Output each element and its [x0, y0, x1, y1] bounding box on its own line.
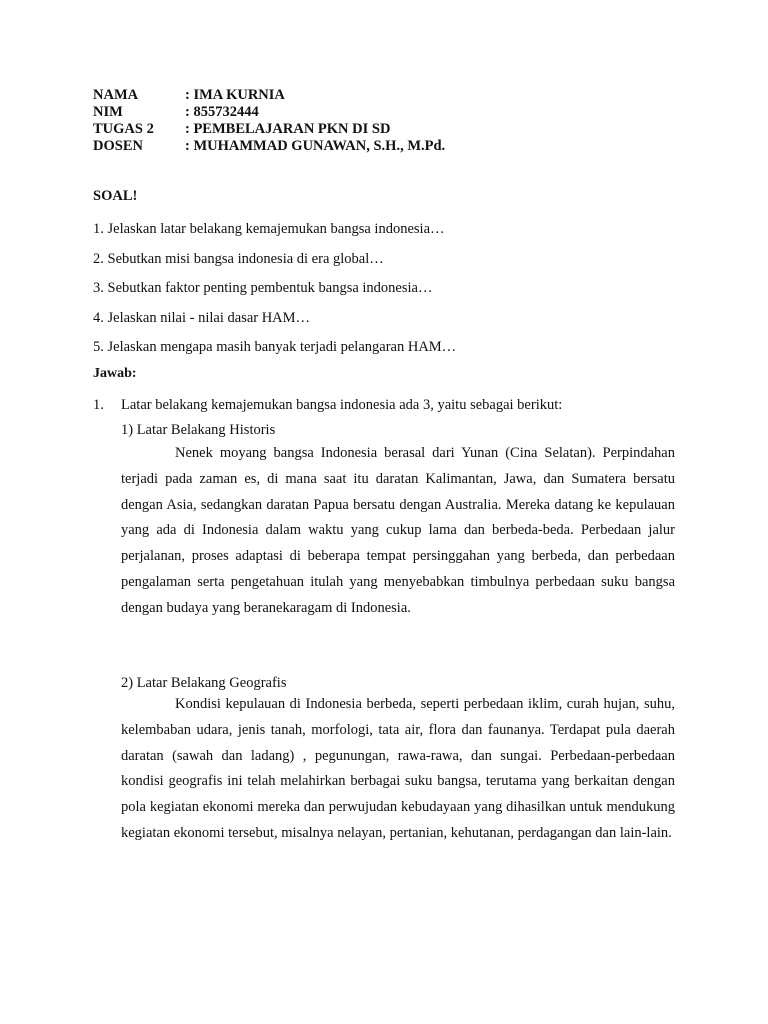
header-row-tugas [93, 121, 445, 138]
header-key: TUGAS 2 [93, 121, 154, 137]
paragraph-geografis: Kondisi kepulauan di Indonesia berbeda, seperti perbedaan iklim, curah hujan, suhu, kelembaban udara, jenis tanah, morfologi, tata air, flora dan faunanya. Terdapat pula daerah daratan (sawah dan ladang) , pegunungan, rawa-rawa, dan sungai. Perbedaan-perbedaan kondisi geografis ini telah melahirkan berbagai suku bangsa, terutama yang berkaitan dengan pola kegiatan ekonomi mereka dan perwujudan kebudayaan yang dihasilkan untuk mendukung kegiatan ekonomi tersebut, misalnya nelayan, pertanian, kehutanan, perdagangan dan lain-lain. [121, 696, 675, 841]
soal-heading: SOAL! [93, 188, 138, 204]
header-key: NAMA [93, 87, 139, 103]
jawab-heading: Jawab: [93, 366, 137, 381]
question-item: 3. Sebutkan faktor penting pembentuk bangsa indonesia… [93, 280, 433, 296]
question-item: 1. Jelaskan latar belakang kemajemukan bangsa indonesia… [93, 221, 445, 237]
question-item: 2. Sebutkan misi bangsa indonesia di era global… [93, 251, 384, 267]
header-key: NIM [93, 104, 123, 120]
question-item: 4. Jelaskan nilai - nilai dasar HAM… [93, 310, 311, 326]
answer-intro: Latar belakang kemajemukan bangsa indonesia ada 3, yaitu sebagai berikut: [121, 397, 563, 413]
paragraph-historis: Nenek moyang bangsa Indonesia berasal dari Yunan (Cina Selatan). Perpindahan terjadi pada zaman es, di mana saat itu daratan Kalimantan, Jawa, dan Sumatera bersatu dengan Asia, sedangkan daratan Papua bersatu dengan Australia. Mereka datang ke kepulauan yang ada di Indonesia dalam waktu yang cukup lama dan berbeda-beda. Perbedaan jalur perjalanan, proses adaptasi di beberapa tempat persinggahan yang berbeda, dan perbedaan pengalaman serta pengetahuan itulah yang menyebabkan timbulnya perbedaan suku bangsa dengan budaya yang beranekaragam di Indonesia. [121, 445, 675, 616]
section-title-historis: 1) Latar Belakang Historis [121, 422, 276, 438]
header-row-dosen [93, 138, 445, 155]
header-key: DOSEN [93, 138, 143, 154]
header-value: : PEMBELAJARAN PKN DI SD [185, 121, 391, 137]
header-row-nim [93, 104, 445, 121]
header-row-nama [93, 87, 445, 104]
section-title-geografis: 2) Latar Belakang Geografis [121, 675, 287, 691]
question-item: 5. Jelaskan mengapa masih banyak terjadi pelangaran HAM… [93, 339, 457, 355]
header-value: : 855732444 [185, 104, 259, 120]
student-info-header [93, 87, 445, 155]
answer-number: 1. [93, 397, 104, 413]
header-value: : MUHAMMAD GUNAWAN, S.H., M.Pd. [185, 138, 446, 154]
header-value: : IMA KURNIA [185, 87, 285, 103]
